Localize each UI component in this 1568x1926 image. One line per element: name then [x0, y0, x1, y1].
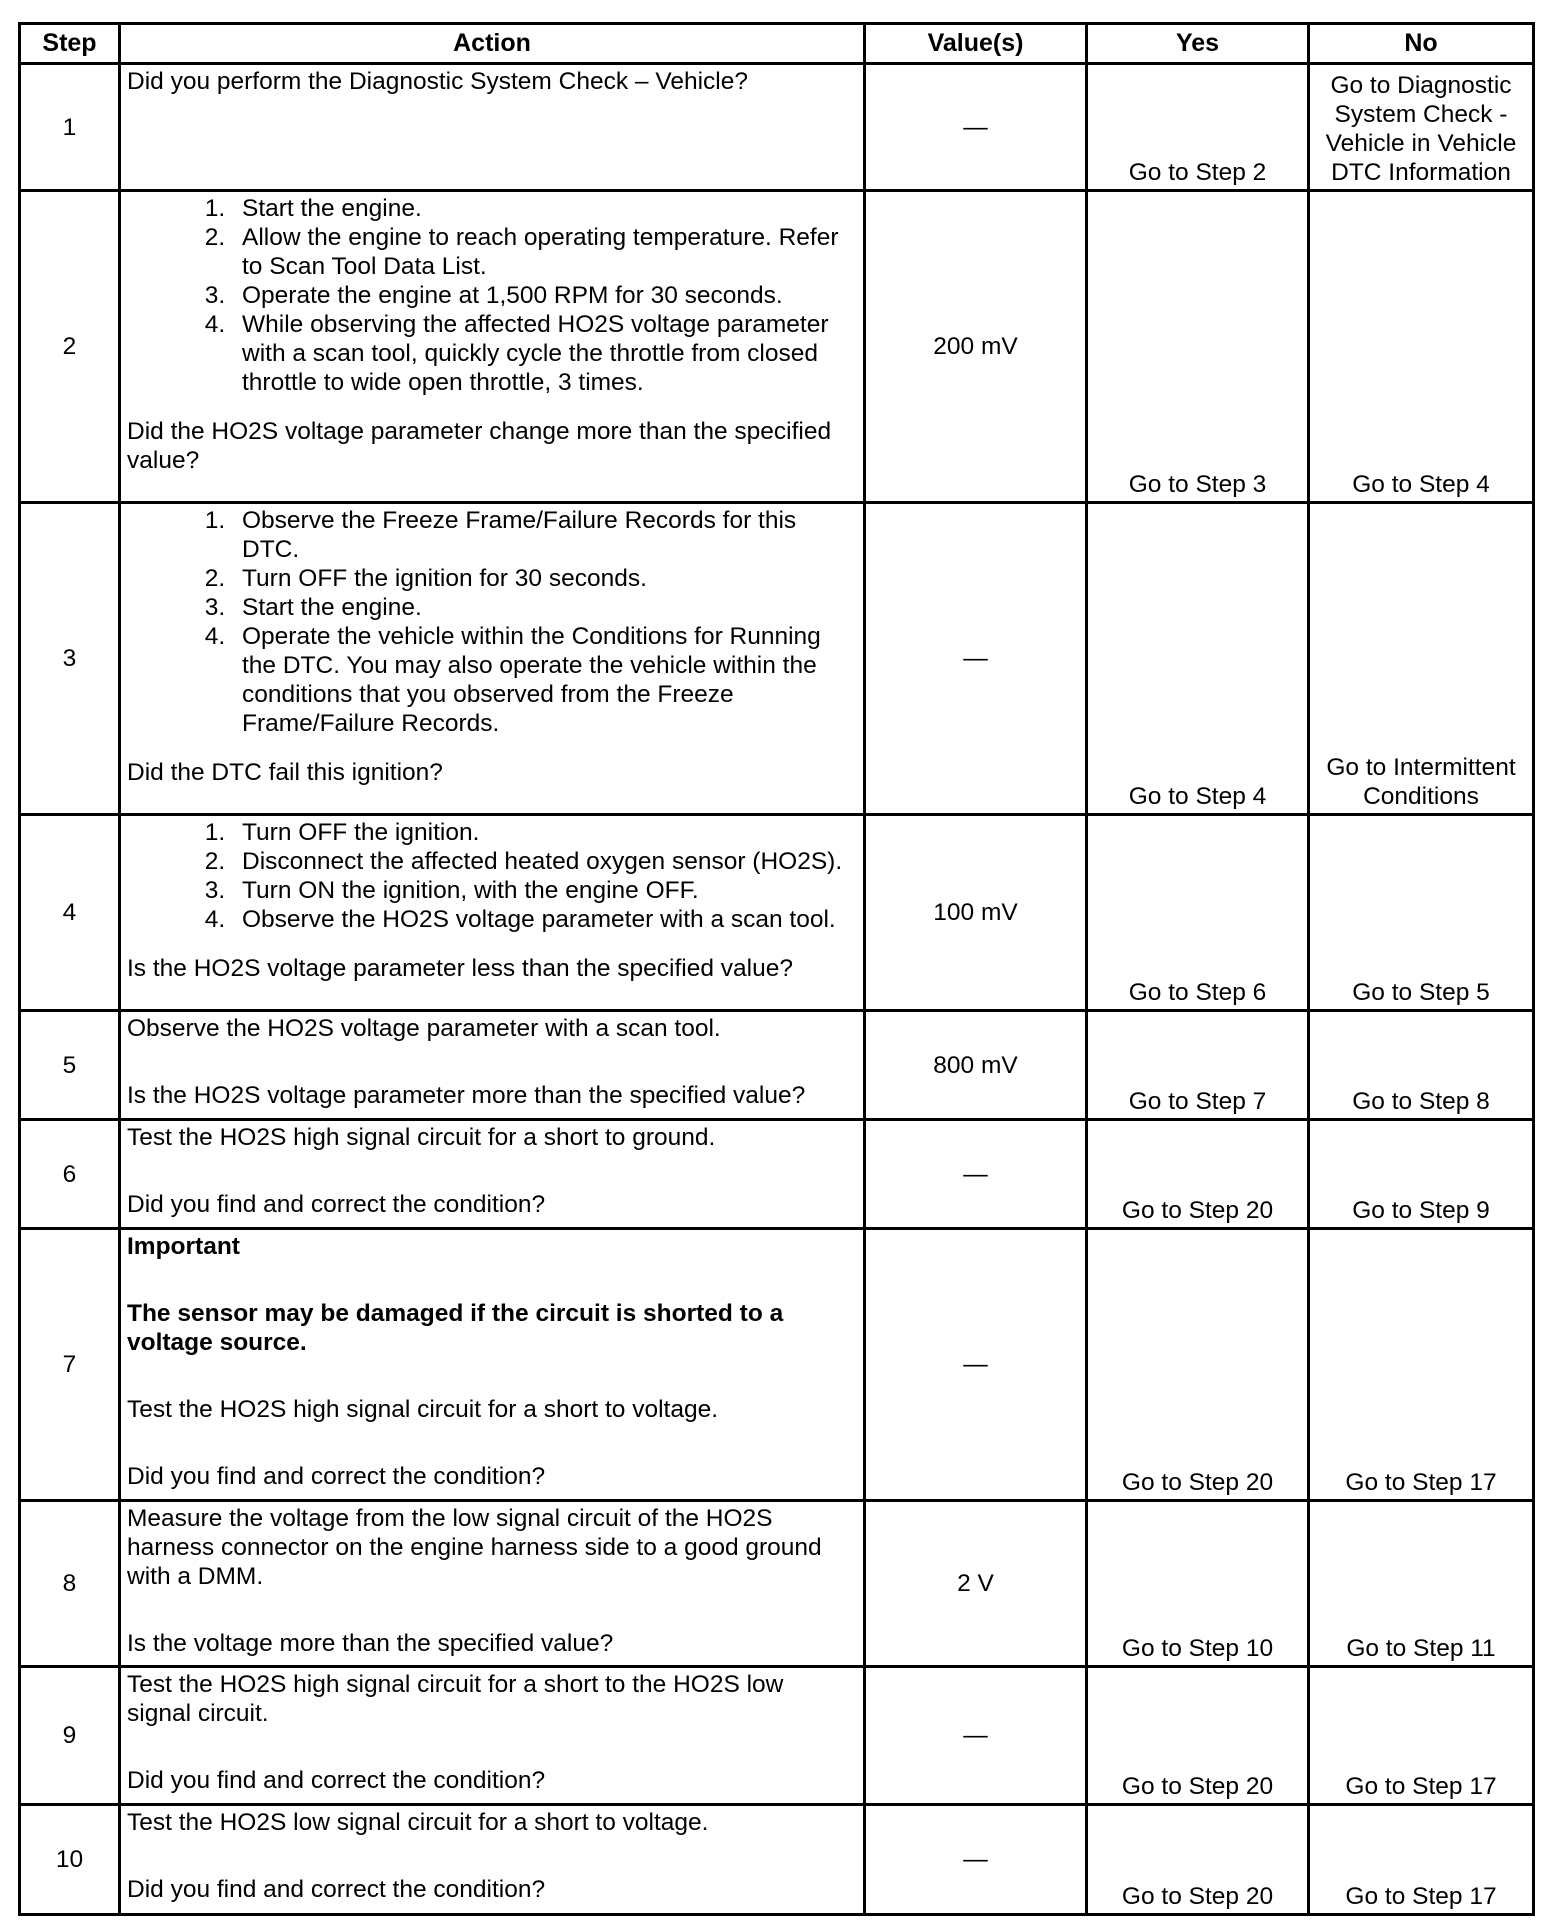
list-item: 1. Start the engine. — [232, 194, 857, 223]
action-cell — [120, 1667, 865, 1805]
table-row — [20, 1805, 1534, 1915]
list-item: 3. Turn ON the ignition, with the engine OFF. — [232, 876, 857, 905]
table-row — [20, 1667, 1534, 1805]
no-cell: Go to Step 8 — [1309, 1011, 1534, 1120]
action-question: Did you find and correct the condition? — [127, 1191, 546, 1218]
no-cell: Go to Step 17 — [1309, 1667, 1534, 1805]
action-instruction: Test the HO2S high signal circuit for a short to ground. — [127, 1124, 716, 1151]
table-row — [20, 503, 1534, 815]
no-cell: Go to Intermittent Conditions — [1309, 503, 1534, 815]
step-number: 8 — [20, 1501, 120, 1667]
action-question: Did you perform the Diagnostic System Check – Vehicle? — [127, 68, 748, 95]
action-cell — [120, 1229, 865, 1501]
action-instruction: Test the HO2S high signal circuit for a short to the HO2S low signal circuit. — [127, 1671, 784, 1727]
action-cell — [120, 64, 865, 191]
list-item: 2. Allow the engine to reach operating temperature. Refer to Scan Tool Data List. — [232, 223, 857, 281]
action-question: Did the HO2S voltage parameter change more than the specified value? — [127, 418, 832, 474]
list-item: 4. Operate the vehicle within the Conditions for Running the DTC. You may also operate the vehicle within the conditions that you observed from the Freeze Frame/Failure Records. — [232, 622, 857, 738]
step-number: 1 — [20, 64, 120, 191]
action-instruction: Test the HO2S low signal circuit for a short to voltage. — [127, 1809, 709, 1836]
yes-cell: Go to Step 4 — [1087, 503, 1309, 815]
step-number: 5 — [20, 1011, 120, 1120]
step-number: 7 — [20, 1229, 120, 1501]
diagnostic-table — [18, 22, 1535, 1916]
no-cell: Go to Step 9 — [1309, 1120, 1534, 1229]
list-item: 2. Turn OFF the ignition for 30 seconds. — [232, 564, 857, 593]
action-question: Is the HO2S voltage parameter less than the specified value? — [127, 955, 793, 982]
action-cell — [120, 1805, 865, 1915]
value-cell: — — [865, 1229, 1087, 1501]
table-row — [20, 191, 1534, 503]
yes-cell: Go to Step 20 — [1087, 1229, 1309, 1501]
header-yes: Yes — [1087, 24, 1309, 64]
no-cell: Go to Diagnostic System Check - Vehicle in Vehicle DTC Information — [1309, 64, 1534, 191]
no-cell: Go to Step 17 — [1309, 1229, 1534, 1501]
action-step-list — [127, 818, 857, 934]
value-cell: 800 mV — [865, 1011, 1087, 1120]
table-row — [20, 1011, 1534, 1120]
step-number: 2 — [20, 191, 120, 503]
action-step-list — [127, 194, 857, 397]
list-item: 1. Turn OFF the ignition. — [232, 818, 857, 847]
step-number: 9 — [20, 1667, 120, 1805]
value-cell: 100 mV — [865, 815, 1087, 1011]
step-number: 6 — [20, 1120, 120, 1229]
header-no: No — [1309, 24, 1534, 64]
step-number: 3 — [20, 503, 120, 815]
step-number: 4 — [20, 815, 120, 1011]
action-cell — [120, 815, 865, 1011]
action-cell — [120, 503, 865, 815]
list-item: 3. Operate the engine at 1,500 RPM for 30 seconds. — [232, 281, 857, 310]
action-question: Did you find and correct the condition? — [127, 1767, 546, 1794]
action-cell — [120, 1011, 865, 1120]
no-cell: Go to Step 5 — [1309, 815, 1534, 1011]
yes-cell: Go to Step 7 — [1087, 1011, 1309, 1120]
action-question: Is the voltage more than the specified value? — [127, 1630, 614, 1657]
list-item: 3. Start the engine. — [232, 593, 857, 622]
table-row — [20, 815, 1534, 1011]
action-cell — [120, 191, 865, 503]
list-item: 2. Disconnect the affected heated oxygen sensor (HO2S). — [232, 847, 857, 876]
table-header-row — [20, 24, 1534, 64]
value-cell: 200 mV — [865, 191, 1087, 503]
important-label: Important — [127, 1233, 240, 1260]
value-cell: — — [865, 64, 1087, 191]
step-number: 10 — [20, 1805, 120, 1915]
table-row — [20, 1229, 1534, 1501]
header-values: Value(s) — [865, 24, 1087, 64]
yes-cell: Go to Step 20 — [1087, 1805, 1309, 1915]
no-cell: Go to Step 17 — [1309, 1805, 1534, 1915]
action-instruction: Observe the HO2S voltage parameter with a scan tool. — [127, 1015, 721, 1042]
yes-cell: Go to Step 6 — [1087, 815, 1309, 1011]
action-cell — [120, 1501, 865, 1667]
no-cell: Go to Step 4 — [1309, 191, 1534, 503]
important-note: The sensor may be damaged if the circuit is shorted to a voltage source. — [127, 1300, 784, 1356]
list-item: 4. While observing the affected HO2S voltage parameter with a scan tool, quickly cycle the throttle from closed throttle to wide open throttle, 3 times. — [232, 310, 857, 397]
value-cell: — — [865, 503, 1087, 815]
list-item: 1. Observe the Freeze Frame/Failure Records for this DTC. — [232, 506, 857, 564]
action-question: Did you find and correct the condition? — [127, 1876, 546, 1903]
yes-cell: Go to Step 10 — [1087, 1501, 1309, 1667]
action-instruction: Measure the voltage from the low signal circuit of the HO2S harness connector on the engine harness side to a good ground with a DMM. — [127, 1505, 822, 1590]
value-cell: — — [865, 1120, 1087, 1229]
value-cell: 2 V — [865, 1501, 1087, 1667]
action-question: Is the HO2S voltage parameter more than the specified value? — [127, 1082, 806, 1109]
value-cell: — — [865, 1805, 1087, 1915]
header-action: Action — [120, 24, 865, 64]
action-question: Did the DTC fail this ignition? — [127, 759, 443, 786]
yes-cell: Go to Step 3 — [1087, 191, 1309, 503]
no-cell: Go to Step 11 — [1309, 1501, 1534, 1667]
action-cell — [120, 1120, 865, 1229]
value-cell: — — [865, 1667, 1087, 1805]
action-step-list — [127, 506, 857, 738]
action-question: Did you find and correct the condition? — [127, 1463, 546, 1490]
list-item: 4. Observe the HO2S voltage parameter with a scan tool. — [232, 905, 857, 934]
action-instruction: Test the HO2S high signal circuit for a short to voltage. — [127, 1396, 719, 1423]
table-row — [20, 1120, 1534, 1229]
table-row — [20, 1501, 1534, 1667]
yes-cell: Go to Step 2 — [1087, 64, 1309, 191]
header-step: Step — [20, 24, 120, 64]
yes-cell: Go to Step 20 — [1087, 1120, 1309, 1229]
table-row — [20, 64, 1534, 191]
yes-cell: Go to Step 20 — [1087, 1667, 1309, 1805]
